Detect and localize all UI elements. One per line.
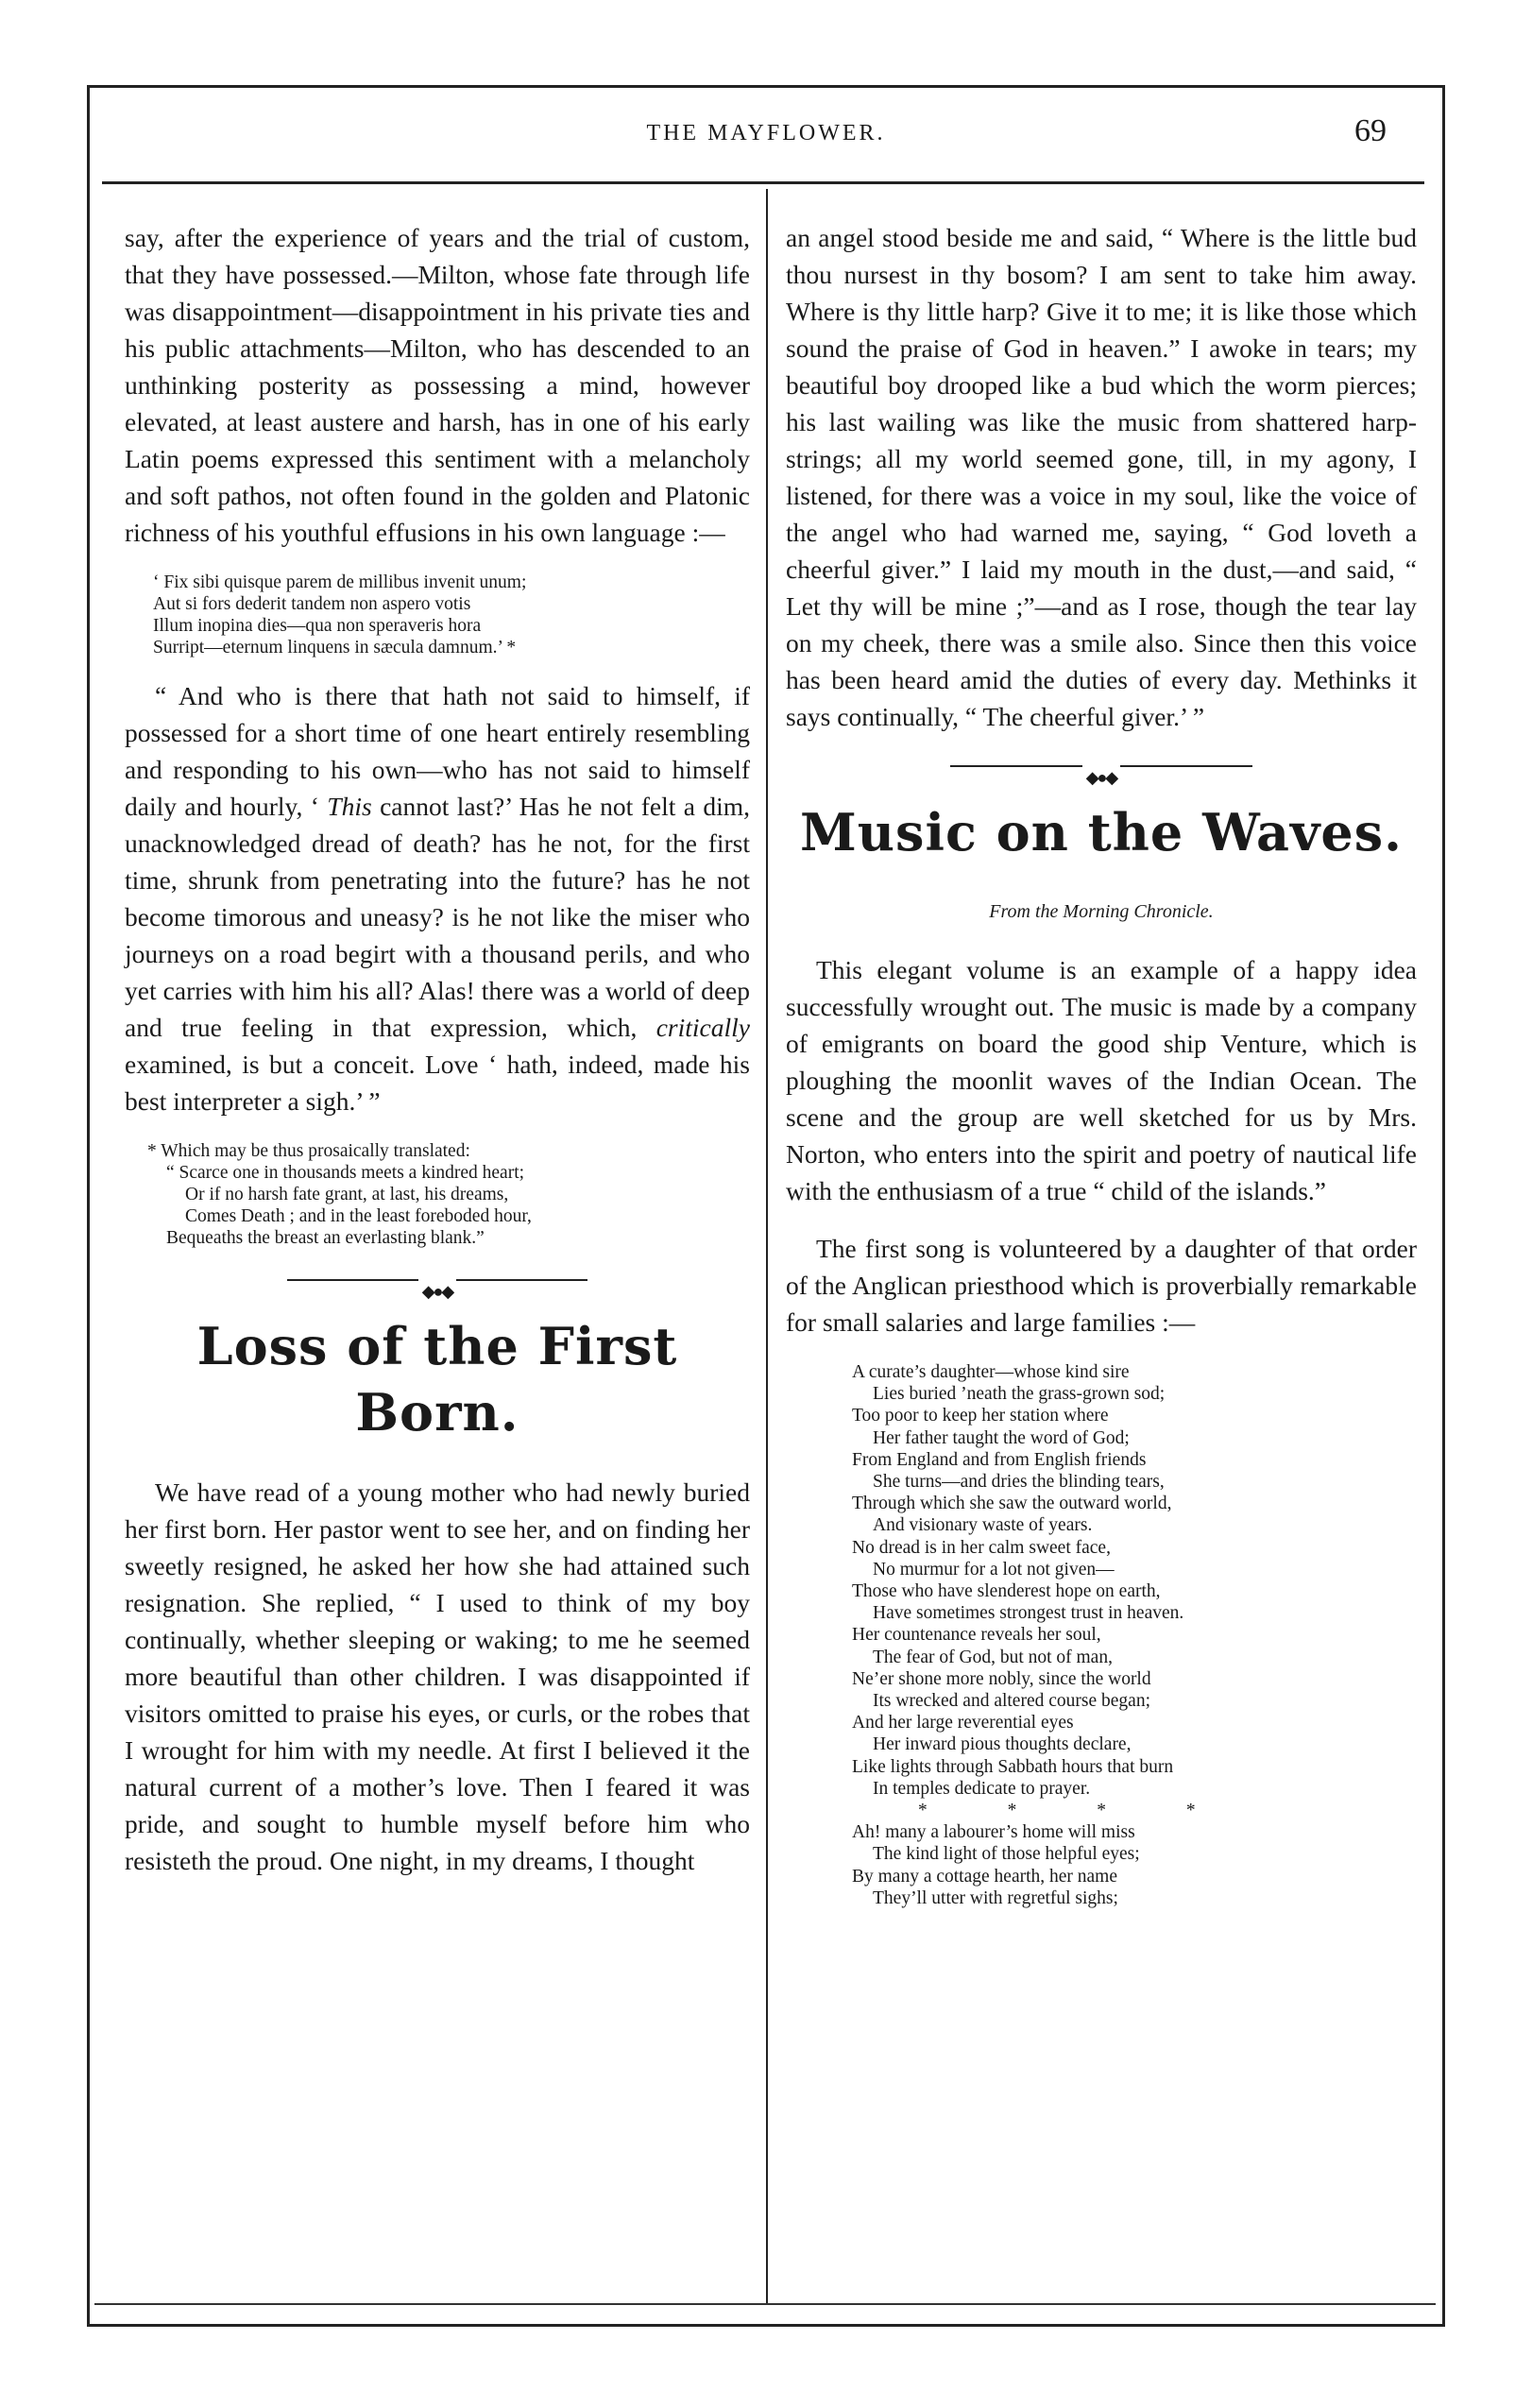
section-ornament: ◆●◆ bbox=[125, 1270, 750, 1290]
verse-line: They’ll utter with regretful sighs; bbox=[873, 1887, 1118, 1908]
verse-line: From England and from English friends bbox=[852, 1449, 1147, 1470]
footnote-line: Comes Death ; and in the least foreboded hour, bbox=[185, 1206, 532, 1226]
verse-break: * * * * bbox=[918, 1801, 1234, 1821]
verse-line: Have sometimes strongest trust in heaven. bbox=[873, 1603, 1184, 1624]
verse-line: And visionary waste of years. bbox=[873, 1515, 1093, 1536]
verse-line: Illum inopina dies—qua non speraveris hora bbox=[153, 616, 482, 636]
verse-line: Through which she saw the outward world, bbox=[852, 1494, 1172, 1514]
section-ornament: ◆●◆ bbox=[786, 756, 1417, 777]
bottom-rule bbox=[94, 2303, 1436, 2305]
verse-line: By many a cottage hearth, her name bbox=[852, 1866, 1118, 1887]
verse-line: Ah! many a labourer’s home will miss bbox=[852, 1822, 1135, 1843]
footnote-line: Or if no harsh fate grant, at last, his dreams, bbox=[185, 1185, 509, 1204]
paragraph: say, after the experience of years and the trial of custom, that they have possessed.—Milton, whose fate through life was disappointment—disappointment in his private ties and his public attachments—Milton, who has descended to an unthinking posterity as possessing a mind, however elevated, at least austere and harsh, has in one of his early Latin poems expressed this sentiment with a melancholy and soft pathos, not often found in the golden and Platonic richness of his youthful effusions in his own language :— bbox=[125, 223, 750, 547]
verse-line: Aut si fors dederit tandem non aspero votis bbox=[153, 594, 471, 614]
section-heading: Music on the Waves. bbox=[800, 802, 1403, 862]
verse-line: Its wrecked and altered course began; bbox=[873, 1691, 1150, 1712]
verse-line: No murmur for a lot not given— bbox=[873, 1559, 1115, 1580]
verse-line: Ne’er shone more nobly, since the world bbox=[852, 1668, 1151, 1689]
verse-line: Too poor to keep her station where bbox=[852, 1406, 1109, 1426]
running-title: THE MAYFLOWER. bbox=[646, 121, 886, 145]
verse-line: Her inward pious thoughts declare, bbox=[873, 1734, 1132, 1755]
footnote-line: “ Scarce one in thousands meets a kindred heart; bbox=[166, 1163, 525, 1183]
verse-line: Her father taught the word of God; bbox=[873, 1427, 1130, 1448]
left-column bbox=[125, 219, 750, 1900]
paragraph: “ And who is there that hath not said to himself, if possessed for a short time of one heart entirely resembling and responding to his own—who has not said to himself daily and hourly, ‘ This cannot last?’ Has he not felt a dim, unacknowledged dread of death? has he not, for the first time, shrunk from penetrating into the future? has he not become timorous and uneasy? is he not like the miser who journeys on a road begirt with a thousand perils, and who yet carries with him his all? Alas! there was a world of deep and true feeling in that expression, which, critically examined, is but a conceit. Love ‘ hath, indeed, made his best interpreter a sigh.’ ” bbox=[125, 681, 750, 1116]
footnote-line: Bequeaths the breast an everlasting blank.” bbox=[166, 1228, 485, 1248]
verse-line: Her countenance reveals her soul, bbox=[852, 1625, 1101, 1646]
verse-line: No dread is in her calm sweet face, bbox=[852, 1537, 1111, 1558]
verse-line: Like lights through Sabbath hours that burn bbox=[852, 1756, 1174, 1777]
paragraph: an angel stood beside me and said, “ Where is the little bud thou nursest in thy bosom? I am sent to take him away. Where is thy little harp? Give it to me; it is like those which sound the praise of God in heaven.” I awoke in tears; my beautiful boy drooped like a bud which the worm pierces; his last wailing was like the music from shattered harp-strings; all my world seemed gone, till, in my agony, I listened, for there was a voice in my soul, like the voice of the angel who had warned me, saying, “ God loveth a cheerful giver.” I laid my mouth in the dust,—and said, “ Let thy will be mine ;”—and as I rose, though the tear lay on my cheek, there was a smile also. Since then this voice has been heard amid the duties of every day. Methinks it says continually, “ The cheerful giver.’ ” bbox=[786, 223, 1417, 731]
latin-quotation bbox=[153, 572, 750, 658]
paragraph: This elegant volume is an example of a happy idea successfully wrought out. The music is made by a company of emigrants on board the good ship Venture, which is ploughing the moonlit waves of the Indian Ocean. The scene and the group are well sketched for us by Mrs. Norton, who enters into the spirit and poetry of nautical life with the enthusiasm of a true “ child of the islands.” bbox=[786, 955, 1417, 1205]
paragraph: The first song is volunteered by a daughter of that order of the Anglican priesthood which is proverbially remarkable for small salaries and large families :— bbox=[786, 1234, 1417, 1337]
verse-line: She turns—and dries the blinding tears, bbox=[873, 1472, 1165, 1493]
verse-line: ‘ Fix sibi quisque parem de millibus invenit unum; bbox=[153, 572, 527, 592]
verse-line: Surript—eternum linquens in sæcula damnum.’ * bbox=[153, 638, 517, 658]
paragraph: We have read of a young mother who had newly buried her first born. Her pastor went to see her, and on finding her sweetly resigned, he asked her how she had attained such resignation. She replied, “ I used to think of my boy continually, whether sleeping or waking; to me he seemed more beautiful than other children. I was disappointed if visitors omitted to praise his eyes, or curls, or the robes that I wrought for him with my needle. At first I believed it the natural current of a mother’s love. Then I feared it was pride, and sought to humble myself before him who resisteth the proud. One night, in my dreams, I thought bbox=[125, 1477, 750, 1875]
verse-line: Lies buried ’neath the grass-grown sod; bbox=[873, 1384, 1166, 1405]
source-attribution: From the Morning Chronicle. bbox=[989, 901, 1214, 922]
header-rule bbox=[102, 181, 1424, 184]
page-header bbox=[87, 113, 1445, 170]
footnote bbox=[147, 1140, 750, 1249]
verse-line: The kind light of those helpful eyes; bbox=[873, 1844, 1140, 1865]
verse-line: Those who have slenderest hope on earth, bbox=[852, 1581, 1161, 1602]
poem bbox=[852, 1361, 1417, 1909]
footnote-line: * Which may be thus prosaically translated: bbox=[147, 1141, 470, 1161]
column-divider bbox=[766, 189, 768, 2305]
section-heading: Loss of the First Born. bbox=[196, 1316, 678, 1443]
page-number: 69 bbox=[1354, 113, 1387, 148]
verse-line: A curate’s daughter—whose kind sire bbox=[852, 1362, 1130, 1382]
verse-line: The fear of God, but not of man, bbox=[873, 1647, 1113, 1667]
right-column bbox=[786, 219, 1417, 1909]
verse-line: And her large reverential eyes bbox=[852, 1713, 1074, 1733]
verse-line: In temples dedicate to prayer. bbox=[873, 1778, 1091, 1799]
